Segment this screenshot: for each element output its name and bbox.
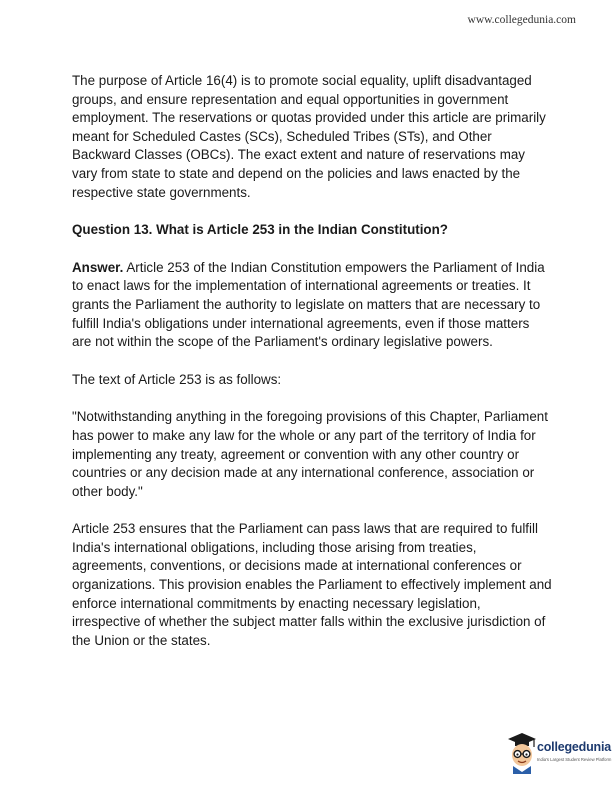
paragraph-article-16-4: The purpose of Article 16(4) is to promote social equality, uplift disadvantaged groups, and ensure representation and equal opportunities in government employment. The reservations or quotas provided under this article are primarily meant for Scheduled Castes (SCs), Scheduled Tribes (STs), and Other Backward Classes (OBCs). The exact extent and nature of reservations may vary from state to state and depend on the policies and laws enacted by the respective state governments. xyxy=(72,73,546,200)
paragraph-text-intro: The text of Article 253 is as follows: xyxy=(72,371,282,387)
document-body xyxy=(72,72,552,650)
header-url[interactable]: www.collegedunia.com xyxy=(467,14,576,26)
mascot-icon xyxy=(504,730,540,774)
answer-label: Answer. xyxy=(72,259,124,275)
logo-tagline: India's Largest Student Review Platform xyxy=(537,757,612,762)
question-heading: Question 13. What is Article 253 in the Indian Constitution? xyxy=(72,222,448,238)
logo-wordmark: collegedunia xyxy=(537,740,612,754)
article-quote: "Notwithstanding anything in the foregoing provisions of this Chapter, Parliament has power to make any law for the whole or any part of the territory of India for implementing any treaty, agreement or convention with any other country or countries or any decision made at any international conference, association or other body." xyxy=(72,409,548,499)
answer-paragraph xyxy=(72,259,552,352)
answer-text: Article 253 of the Indian Constitution empowers the Parliament of India to enact laws for the implementation of international agreements or treaties. It grants the Parliament the authority to legislate on matters that are necessary to fulfill India's obligations under international agreements, even if those matters are not within the scope of the Parliament's ordinary legislative powers. xyxy=(72,259,545,350)
paragraph-summary: Article 253 ensures that the Parliament can pass laws that are required to fulfill India's international obligations, including those arising from treaties, agreements, conventions, or decisions made at international conferences or organizations. This provision enables the Parliament to effectively implement and enforce international commitments by enacting necessary legislation, irrespective of whether the subject matter falls within the exclusive jurisdiction of the Union or the states. xyxy=(72,521,552,648)
collegedunia-logo[interactable] xyxy=(504,730,612,774)
